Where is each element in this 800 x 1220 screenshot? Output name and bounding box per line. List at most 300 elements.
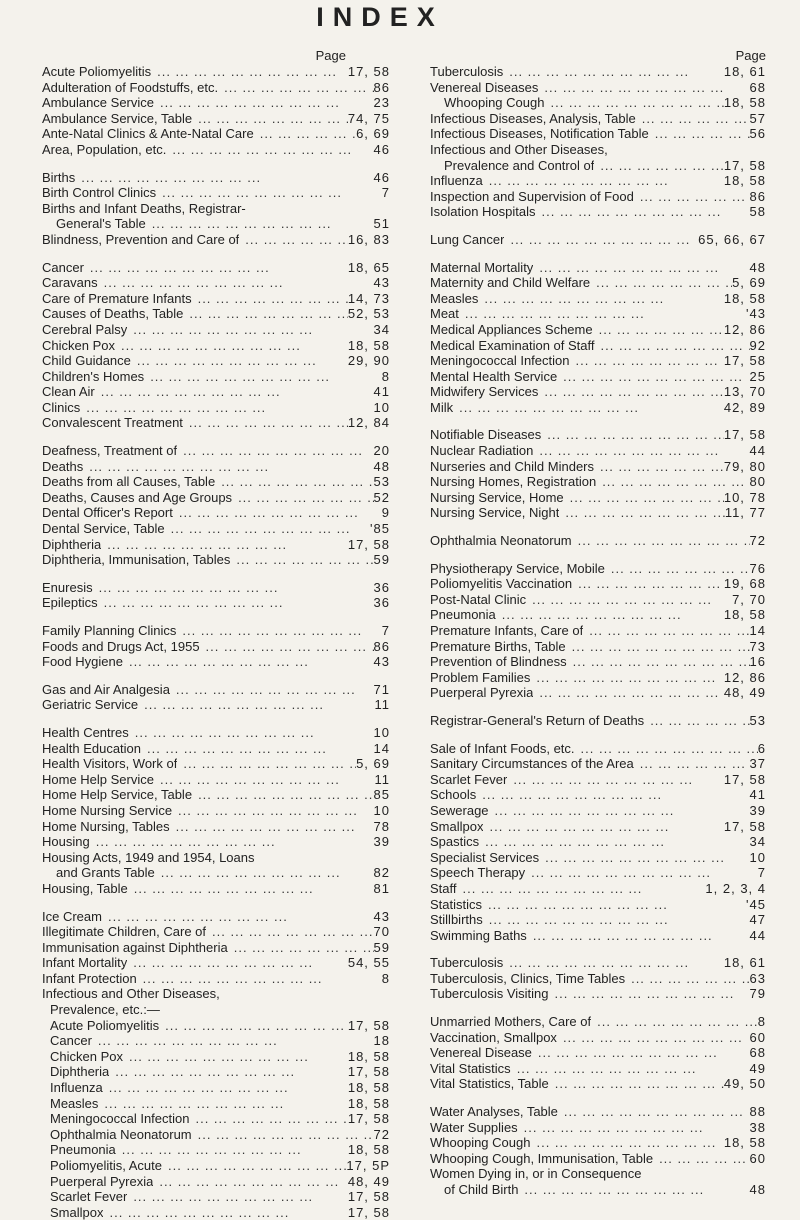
- index-entry-pages: 6: [757, 740, 766, 756]
- index-entry: [42, 275, 390, 291]
- index-entry: [430, 158, 766, 174]
- index-entry-label: Prevalence, etc.:—: [50, 1002, 160, 1018]
- dot-leader: [533, 685, 724, 701]
- index-entry: [430, 986, 766, 1002]
- dot-leader: [530, 1135, 723, 1151]
- index-entry-label: Health Education: [42, 740, 142, 756]
- index-entry-label: Meat: [430, 306, 459, 322]
- dot-leader: [128, 881, 374, 897]
- index-entry-pages: 10: [373, 724, 390, 740]
- index-entry: [42, 909, 390, 925]
- index-entry-pages: 7: [381, 623, 390, 638]
- dot-leader: [129, 725, 374, 741]
- index-entry-pages: 43: [373, 654, 390, 670]
- index-entry-label: Cancer: [50, 1033, 92, 1049]
- index-entry: [430, 834, 766, 850]
- index-entry-pages: 44: [749, 927, 766, 943]
- index-entry-pages: 71: [373, 681, 390, 697]
- dot-leader: [634, 756, 750, 772]
- index-entry-label: Milk: [430, 399, 454, 415]
- index-entry-pages: 6, 69: [356, 126, 390, 142]
- index-entry-label: Isolation Hospitals: [430, 204, 536, 220]
- index-entry-label: Chicken Pox: [42, 337, 115, 353]
- index-entry: [430, 474, 766, 490]
- dot-leader: [218, 80, 373, 96]
- dot-leader: [457, 881, 706, 897]
- index-entry-pages: 18, 65: [347, 259, 390, 275]
- index-entry-pages: 5, 69: [732, 275, 766, 291]
- index-entry: [430, 787, 766, 803]
- index-entry: [430, 400, 766, 416]
- index-entry-label: Home Nursing Service: [42, 802, 173, 818]
- index-entry: [430, 713, 766, 729]
- dot-leader: [228, 940, 374, 956]
- dot-leader: [170, 682, 374, 698]
- index-entry-label: Birth Control Clinics: [42, 185, 157, 201]
- index-entry-label: Chicken Pox: [50, 1048, 123, 1064]
- index-entry-label: Stillbirths: [430, 912, 483, 928]
- index-entry-pages: 59: [373, 552, 390, 568]
- index-entry-pages: 7, 70: [732, 591, 766, 607]
- index-entry-pages: 53: [373, 474, 390, 490]
- index-entry: [430, 443, 766, 459]
- dot-leader: [526, 592, 732, 608]
- index-entry: [42, 971, 390, 987]
- index-entry-pages: 10: [373, 399, 390, 415]
- index-entry: [42, 170, 390, 186]
- index-entry: [430, 881, 766, 897]
- index-entry: [42, 639, 390, 655]
- index-entry: [42, 986, 390, 1002]
- index-entry-pages: 18, 61: [723, 955, 766, 971]
- index-entry: [430, 80, 766, 96]
- index-entry: [42, 772, 390, 788]
- index-entry: [430, 654, 766, 670]
- index-entry-pages: 60: [749, 1029, 766, 1045]
- index-entry-label: Nursing Homes, Registration: [430, 474, 597, 490]
- dot-leader: [101, 537, 348, 553]
- index-entry-pages: 11: [374, 771, 390, 787]
- index-entry: [430, 623, 766, 639]
- index-entry-pages: 23: [373, 95, 390, 111]
- index-entry-label: Vaccination, Smallpox: [430, 1029, 557, 1045]
- index-entry-label: Puerperal Pyrexia: [50, 1173, 154, 1189]
- index-entry: [430, 189, 766, 205]
- index-entry: [430, 756, 766, 772]
- index-entry-label: Influenza: [50, 1080, 103, 1096]
- dot-leader: [151, 64, 348, 80]
- dot-leader: [154, 772, 375, 788]
- index-entry-label: Clean Air: [42, 384, 95, 400]
- index-entry-label: Premature Births, Table: [430, 638, 566, 654]
- section-gap: [42, 611, 390, 623]
- dot-leader: [536, 204, 750, 220]
- index-entry-label: Housing, Table: [42, 880, 128, 896]
- index-entry-label: Births and Infant Deaths, Registrar-: [42, 200, 246, 216]
- index-entry-pages: 56: [749, 126, 766, 142]
- index-entry-pages: 63: [749, 970, 766, 986]
- dot-leader: [232, 490, 373, 506]
- dot-leader: [459, 306, 746, 322]
- index-entry: [430, 741, 766, 757]
- index-entry-label: Water Analyses, Table: [430, 1104, 558, 1120]
- dot-leader: [558, 1104, 750, 1120]
- dot-leader: [154, 95, 374, 111]
- index-entry: [42, 1158, 390, 1174]
- index-entry-pages: 37: [749, 756, 766, 772]
- index-entry: [430, 607, 766, 623]
- index-entry-label: Mental Health Service: [430, 368, 558, 384]
- index-entry-pages: 12, 86: [723, 321, 766, 337]
- dot-leader: [594, 459, 724, 475]
- dot-leader: [127, 322, 373, 338]
- index-entry-pages: 80: [749, 474, 766, 490]
- index-entry-label: Acute Poliomyelitis: [42, 64, 152, 79]
- index-entry-pages: 17, 58: [347, 1204, 390, 1220]
- index-entry-pages: 42, 89: [723, 399, 766, 415]
- dot-leader: [511, 1061, 750, 1077]
- section-gap: [430, 1092, 766, 1104]
- dot-leader: [93, 580, 374, 596]
- dot-leader: [636, 111, 750, 127]
- index-entry-label: of Child Birth: [444, 1182, 519, 1197]
- index-entry-pages: 14: [373, 740, 390, 756]
- index-entry: [42, 1002, 390, 1018]
- index-entry-pages: 36: [373, 595, 390, 611]
- index-entry-label: Convalescent Treatment: [42, 415, 183, 431]
- dot-leader: [566, 639, 750, 655]
- index-entry: [430, 1135, 766, 1151]
- dot-leader: [159, 1018, 348, 1034]
- index-entry: [42, 1127, 390, 1143]
- index-entry-label: Infectious Diseases, Notification Table: [430, 126, 649, 142]
- index-entry: [42, 1080, 390, 1096]
- dot-leader: [572, 576, 724, 592]
- dot-leader: [644, 713, 749, 729]
- dot-leader: [479, 834, 749, 850]
- index-entry-label: Area, Population, etc.: [42, 141, 167, 157]
- index-entry: [42, 415, 390, 431]
- dot-leader: [478, 291, 723, 307]
- index-entry-pages: 51: [373, 216, 390, 232]
- dot-leader: [569, 353, 723, 369]
- index-entry-label: Whooping Cough: [430, 1135, 531, 1151]
- index-entry-label: Ophthalmia Neonatorum: [50, 1126, 192, 1142]
- index-entry: [42, 552, 390, 568]
- index-entry: [42, 474, 390, 490]
- index-entry-pages: 10, 78: [723, 489, 766, 505]
- index-entry-pages: 52, 53: [347, 306, 390, 322]
- dot-leader: [200, 639, 374, 655]
- index-entry-pages: 8: [381, 970, 390, 986]
- index-entry-label: Child Guidance: [42, 353, 131, 369]
- index-entry-label: Meningococcal Infection: [430, 353, 570, 369]
- index-entry-label: Deaths: [42, 458, 84, 474]
- index-entry-pages: 17, 58: [347, 1189, 390, 1205]
- index-entry-pages: 13, 70: [723, 384, 766, 400]
- dot-leader: [496, 607, 724, 623]
- index-entry-pages: '85: [370, 521, 390, 537]
- index-entry-label: Cerebral Palsy: [42, 321, 128, 337]
- index-entry-label: and Grants Table: [56, 865, 155, 881]
- index-entry: [430, 912, 766, 928]
- index-entry-label: Ice Cream: [42, 908, 102, 924]
- index-entry: [42, 819, 390, 835]
- index-entry-label: Illegitimate Children, Care of: [42, 924, 207, 940]
- dot-leader: [559, 505, 724, 521]
- index-entry-label: Dental Service, Table: [42, 521, 165, 537]
- dot-leader: [102, 909, 374, 925]
- index-entry-label: Causes of Deaths, Table: [42, 306, 184, 322]
- index-entry-pages: 17, 58: [723, 818, 766, 834]
- index-entry: [42, 111, 390, 127]
- index-entry: [430, 204, 766, 220]
- dot-leader: [634, 189, 750, 205]
- index-entry-label: Deaths, Causes and Age Groups: [42, 489, 233, 505]
- index-entry-label: Midwifery Services: [430, 384, 539, 400]
- index-entry: [430, 111, 766, 127]
- index-entry-pages: 14, 73: [347, 290, 390, 306]
- index-entry-label: Whooping Cough, Immunisation, Table: [430, 1150, 654, 1166]
- dot-leader: [572, 533, 750, 549]
- index-entry: [42, 1064, 390, 1080]
- index-entry: [42, 201, 390, 217]
- index-entry-pages: 52: [373, 489, 390, 505]
- index-entry-pages: 86: [749, 188, 766, 204]
- index-entry-pages: 17, 58: [723, 427, 766, 443]
- index-entry: [430, 1045, 766, 1061]
- index-entry-label: Infant Mortality: [42, 955, 128, 971]
- dot-leader: [116, 1142, 348, 1158]
- dot-leader: [575, 741, 758, 757]
- index-entry-label: Medical Examination of Staff: [430, 337, 595, 353]
- index-entry: [430, 1151, 766, 1167]
- index-entry-label: Caravans: [42, 275, 98, 291]
- index-entry: [42, 232, 390, 248]
- index-entry-label: Children's Homes: [42, 368, 145, 384]
- index-entry: [430, 95, 766, 111]
- index-entry-label: Specialist Services: [430, 849, 540, 865]
- dot-leader: [192, 291, 348, 307]
- index-entry-label: Tuberculosis: [430, 64, 504, 79]
- dot-leader: [483, 819, 723, 835]
- index-entry: [42, 881, 390, 897]
- index-entry-label: Adulteration of Foodstuffs, etc.: [42, 79, 219, 95]
- index-entry: [42, 322, 390, 338]
- index-entry-label: Ambulance Service, Table: [42, 110, 193, 126]
- dot-leader: [144, 369, 382, 385]
- dot-leader: [507, 772, 724, 788]
- index-entry-pages: 7: [381, 185, 390, 201]
- dot-leader: [596, 474, 749, 490]
- dot-leader: [166, 142, 373, 158]
- index-entry-pages: 17, 58: [347, 64, 390, 79]
- index-entry: [42, 756, 390, 772]
- index-entry-pages: 17, 58: [723, 157, 766, 173]
- index-entry-pages: 44: [749, 443, 766, 459]
- dot-leader: [80, 400, 373, 416]
- index-entry-pages: 72: [749, 533, 766, 549]
- index-entry-pages: 46: [373, 169, 390, 185]
- dot-leader: [595, 338, 750, 354]
- index-entry: [42, 95, 390, 111]
- index-entry-pages: 14: [749, 623, 766, 638]
- index-entry-label: Epileptics: [42, 595, 98, 611]
- dot-leader: [476, 787, 749, 803]
- index-entry: [430, 803, 766, 819]
- index-entry: [430, 928, 766, 944]
- index-entry: [42, 459, 390, 475]
- index-entry-pages: 18: [373, 1033, 390, 1049]
- index-entry: [430, 772, 766, 788]
- index-entry: [430, 353, 766, 369]
- dot-leader: [564, 490, 724, 506]
- dot-leader: [115, 338, 348, 354]
- index-entry: [430, 1014, 766, 1030]
- index-entry-pages: 49: [749, 1060, 766, 1076]
- index-entry-pages: 18, 58: [723, 290, 766, 306]
- index-entry: [42, 595, 390, 611]
- index-entry: [430, 1120, 766, 1136]
- index-entry-pages: 47: [749, 912, 766, 928]
- index-entry-label: Inspection and Supervision of Food: [430, 188, 634, 204]
- index-entry-label: Physiotherapy Service, Mobile: [430, 560, 605, 576]
- index-entry-pages: 92: [749, 337, 766, 353]
- index-entry-label: Gas and Air Analgesia: [42, 681, 170, 697]
- index-entry-label: Notifiable Diseases: [430, 427, 542, 443]
- dot-leader: [155, 865, 374, 881]
- index-entry: [42, 682, 390, 698]
- index-entry-label: Premature Infants, Care of: [430, 623, 584, 638]
- dot-leader: [98, 595, 374, 611]
- index-entry: [430, 322, 766, 338]
- index-column-right: [430, 64, 766, 1198]
- index-entry-label: Puerperal Pyrexia: [430, 685, 534, 701]
- index-entry: [42, 1142, 390, 1158]
- index-entry-label: Immunisation against Diphtheria: [42, 939, 228, 955]
- index-entry-pages: 39: [749, 802, 766, 818]
- index-entry: [42, 505, 390, 521]
- dot-leader: [549, 1076, 724, 1092]
- index-entry: [42, 654, 390, 670]
- index-entry-label: Nursing Service, Night: [430, 505, 560, 521]
- index-entry-pages: 78: [373, 818, 390, 834]
- index-entry-pages: 72: [373, 1126, 390, 1142]
- dot-leader: [131, 353, 348, 369]
- dot-leader: [92, 1033, 374, 1049]
- section-gap: [430, 220, 766, 232]
- index-entry-label: Diphtheria: [50, 1064, 110, 1080]
- index-entry-pages: 70: [373, 924, 390, 940]
- index-entry: [42, 369, 390, 385]
- index-entry-label: Dental Officer's Report: [42, 505, 173, 521]
- dot-leader: [567, 654, 750, 670]
- index-entry: [42, 787, 390, 803]
- index-entry-label: Clinics: [42, 399, 81, 415]
- section-gap: [430, 248, 766, 260]
- dot-leader: [538, 384, 723, 400]
- dot-leader: [532, 1045, 750, 1061]
- dot-leader: [527, 928, 750, 944]
- dot-leader: [525, 865, 758, 881]
- dot-leader: [172, 803, 373, 819]
- index-entry-label: Staff: [430, 880, 457, 896]
- dot-leader: [137, 971, 382, 987]
- index-entry-label: Enuresis: [42, 579, 93, 595]
- section-gap: [42, 670, 390, 682]
- dot-leader: [533, 443, 749, 459]
- index-entry: [430, 126, 766, 142]
- index-entry-pages: 48, 49: [347, 1173, 390, 1189]
- index-entry-pages: 48: [749, 1182, 766, 1197]
- index-entry: [430, 338, 766, 354]
- index-entry: [42, 80, 390, 96]
- index-entry-label: Geriatric Service: [42, 697, 139, 713]
- index-entry-pages: 18, 58: [723, 607, 766, 623]
- dot-leader: [146, 216, 374, 232]
- index-entry-label: Blindness, Prevention and Care of: [42, 231, 240, 247]
- index-entry-pages: 18, 58: [347, 1080, 390, 1096]
- index-entry-label: Pneumonia: [430, 607, 496, 623]
- index-entry-pages: 41: [749, 787, 766, 803]
- index-entry: [42, 1018, 390, 1034]
- index-entry: [430, 1076, 766, 1092]
- dot-leader: [557, 1030, 750, 1046]
- dot-leader: [141, 741, 374, 757]
- index-entry-pages: 18, 58: [347, 337, 390, 353]
- index-entry: [430, 670, 766, 686]
- index-entry-pages: 18, 58: [347, 1095, 390, 1111]
- index-entry: [42, 306, 390, 322]
- index-entry-pages: 12, 86: [723, 669, 766, 685]
- section-gap: [42, 568, 390, 580]
- section-gap: [430, 1002, 766, 1014]
- dot-leader: [538, 80, 749, 96]
- dot-leader: [109, 1064, 348, 1080]
- dot-leader: [590, 275, 732, 291]
- index-entry: [430, 173, 766, 189]
- index-entry: [42, 384, 390, 400]
- index-entry: [430, 142, 766, 158]
- index-entry-pages: 48: [749, 259, 766, 275]
- dot-leader: [123, 1049, 348, 1065]
- index-entry: [42, 623, 390, 639]
- index-entry-label: Influenza: [430, 173, 483, 189]
- index-entry-pages: 8: [381, 368, 390, 384]
- index-entry: [430, 275, 766, 291]
- dot-leader: [539, 850, 749, 866]
- page-column-header-left: Page: [315, 48, 346, 63]
- index-entry: [42, 1033, 390, 1049]
- dot-leader: [593, 322, 724, 338]
- index-entry-label: Spastics: [430, 834, 480, 850]
- dot-leader: [127, 1189, 348, 1205]
- dot-leader: [75, 170, 373, 186]
- dot-leader: [530, 670, 723, 686]
- index-entry-pages: 88: [749, 1104, 766, 1120]
- index-entry-pages: 76: [749, 560, 766, 576]
- dot-leader: [489, 803, 750, 819]
- index-entry-label: Schools: [430, 787, 477, 803]
- page-column-header-right: Page: [735, 48, 766, 63]
- index-entry: [42, 400, 390, 416]
- index-entry-label: Nuclear Radiation: [430, 443, 534, 459]
- index-entry: [430, 1166, 766, 1182]
- index-entry-pages: 65, 66, 67: [698, 231, 766, 247]
- index-entry-label: Health Centres: [42, 724, 129, 740]
- index-entry-pages: 17, 58: [723, 353, 766, 369]
- index-entry-label: Tuberculosis Visiting: [430, 986, 549, 1002]
